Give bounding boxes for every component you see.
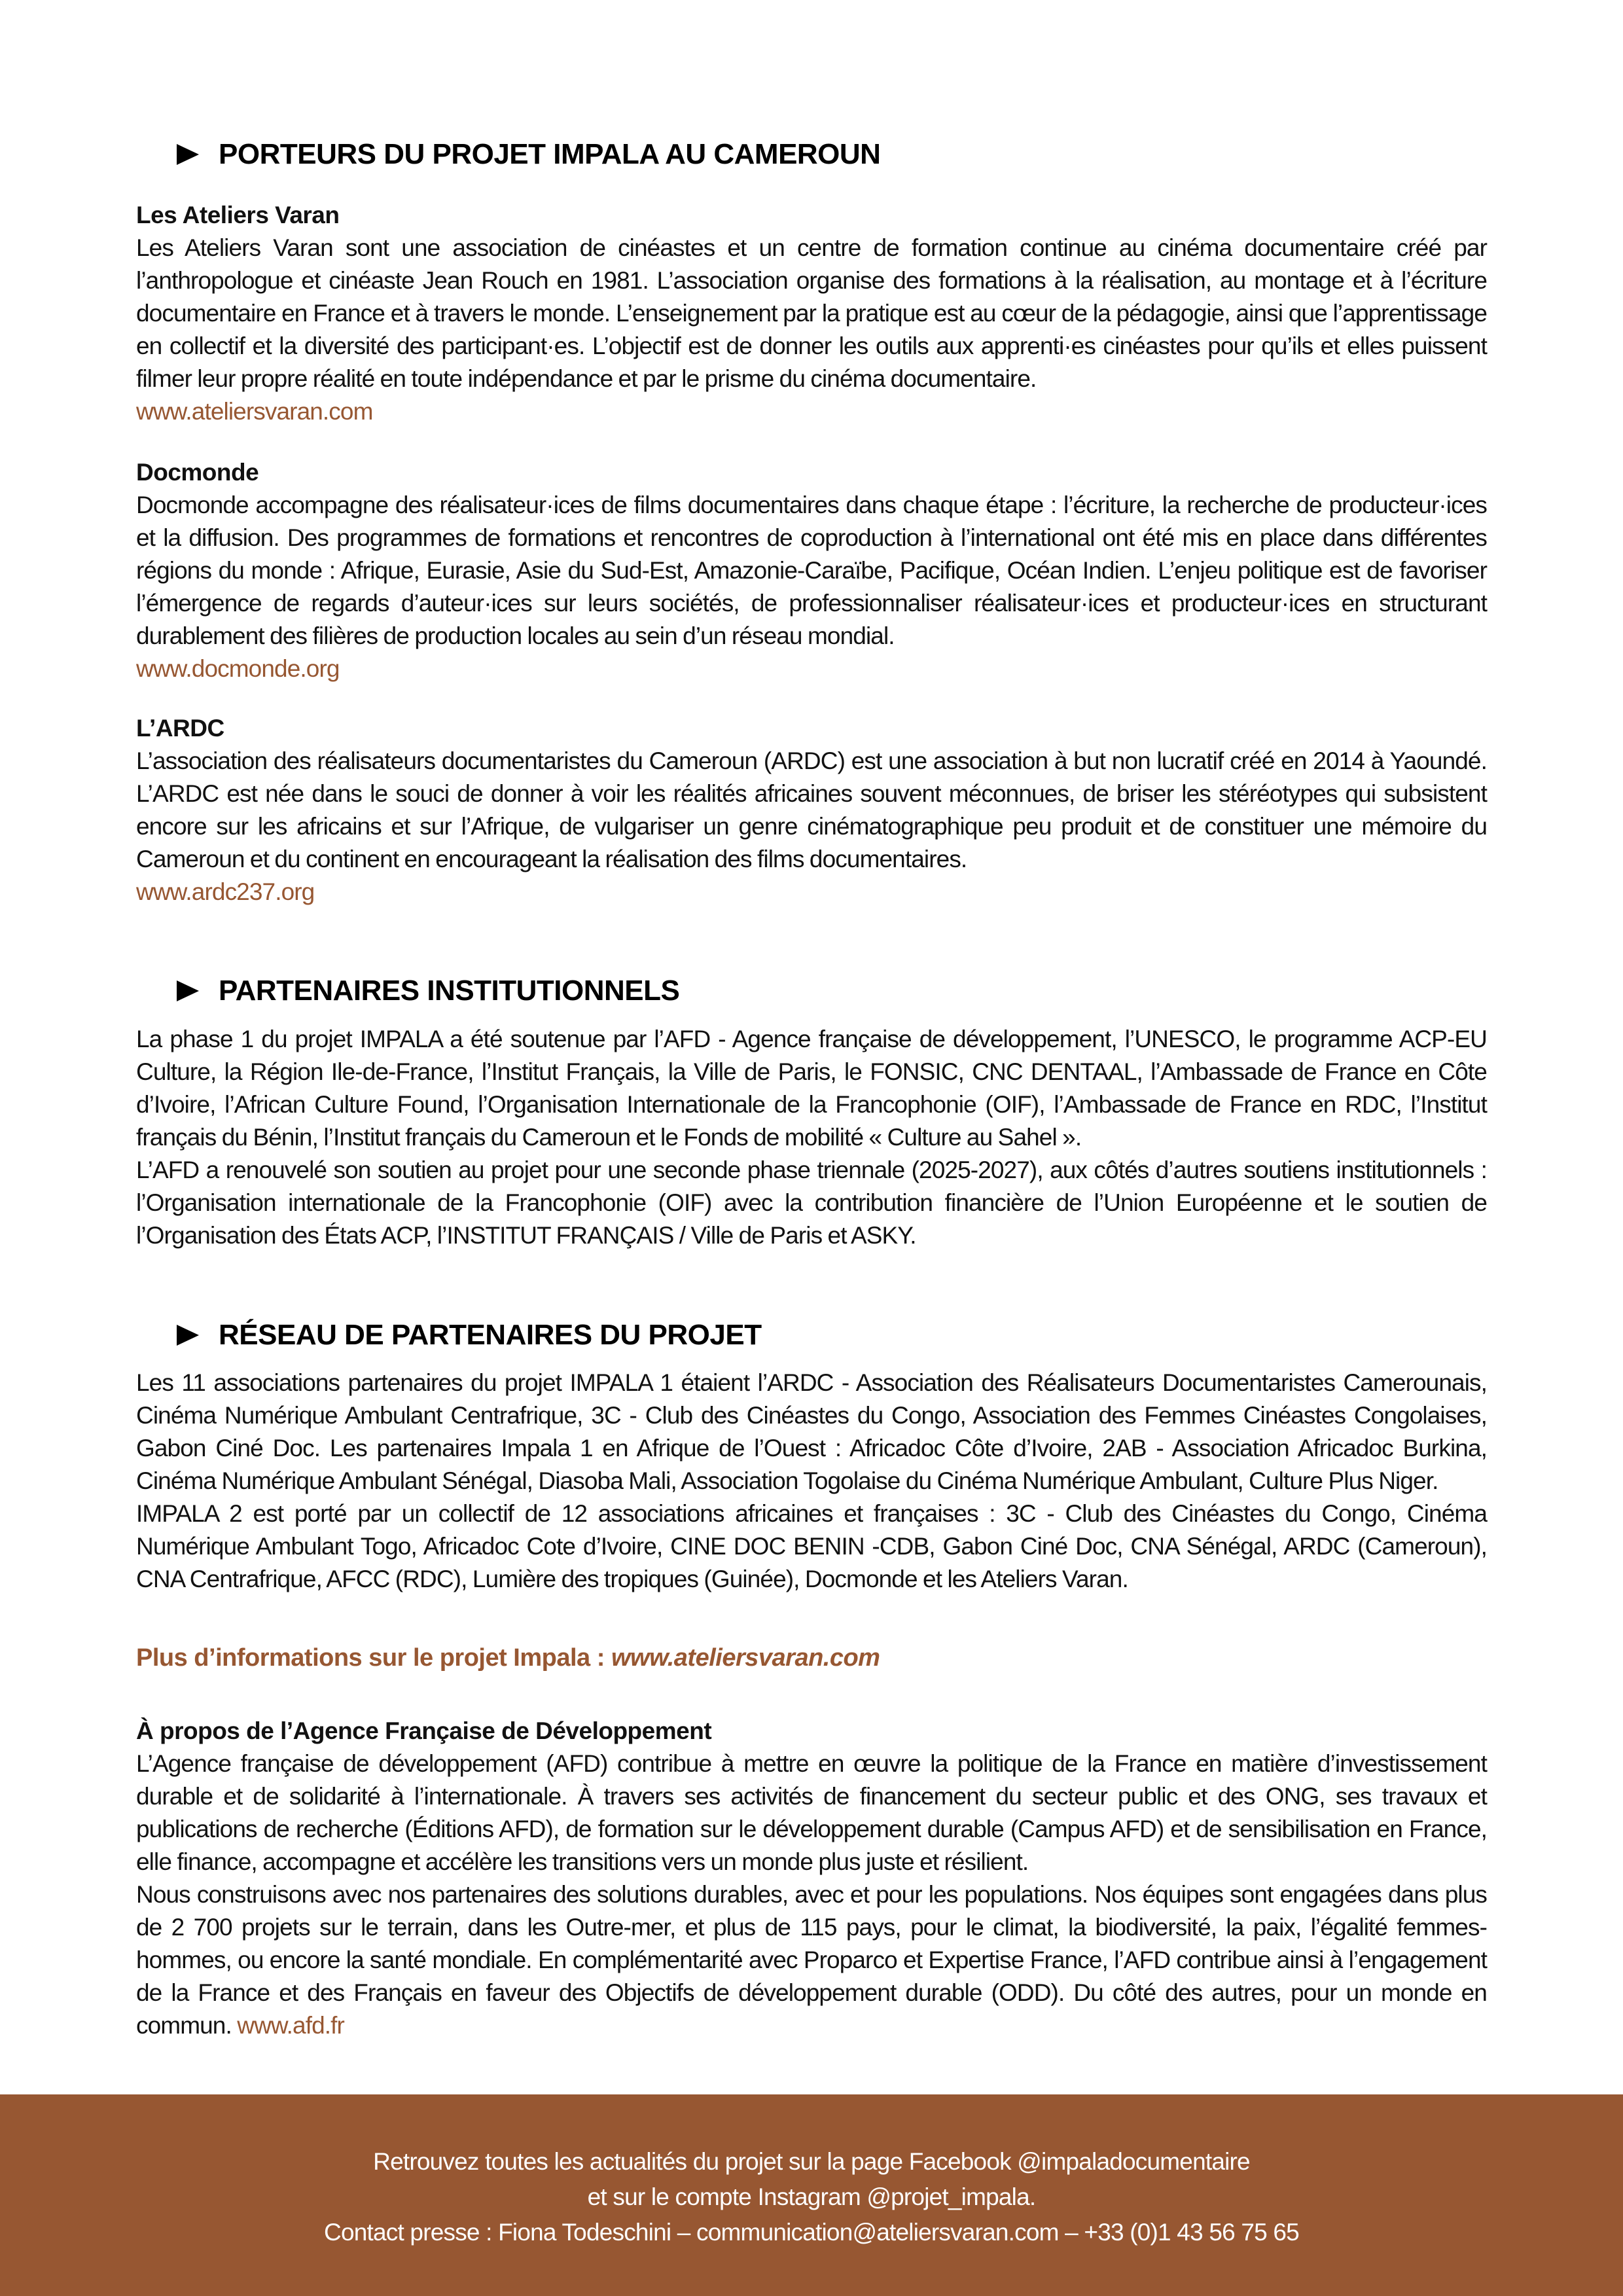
paragraph: Nous construisons avec nos partenaires des solutions durables, avec et pour les populations. Nos équipes sont engagées dans plus de 2 700 projets sur le terrain, dans les Outre-mer, et plus de 115 pays, pour le climat, la biodiversité, la paix, l’égalité femmes-hommes, ou encore la santé mondiale. En complémentarité avec Proparco et Expertise France, l’AFD contribue ainsi à l’engagement de la France et des Français en faveur des Objectifs de développement durable (ODD). Du côté des autres, pour un monde en commun. www.afd.fr bbox=[136, 1881, 1487, 2039]
more-info-link[interactable]: www.ateliersvaran.com bbox=[611, 1644, 880, 1672]
ardc-link[interactable]: www.ardc237.org bbox=[136, 878, 315, 905]
afd-text bbox=[136, 1748, 1487, 2042]
institutionnels-text bbox=[136, 1023, 1487, 1252]
afd-about bbox=[136, 1715, 1487, 2042]
afd-link[interactable]: www.afd.fr bbox=[237, 2012, 344, 2039]
section-heading-text: PORTEURS DU PROJET IMPALA AU CAMEROUN bbox=[219, 138, 881, 170]
footer-press-contact: Contact presse : Fiona Todeschini – communication@ateliersvaran.com – +33 (0)1 43 56 75 65 bbox=[324, 2219, 1299, 2246]
org-ateliers-varan bbox=[136, 199, 1487, 428]
section-heading-porteurs bbox=[177, 136, 880, 173]
section-heading-text: RÉSEAU DE PARTENAIRES DU PROJET bbox=[219, 1319, 762, 1351]
paragraph: Les 11 associations partenaires du projet IMPALA 1 étaient l’ARDC - Association des Réalisateurs Documentaristes Camerounais, Cinéma Numérique Ambulant Centrafrique, 3C - Club des Cinéastes du Congo, Association des Femmes Cinéastes Congolaises, Gabon Ciné Doc. Les partenaires Impala 1 en Afrique de l’Ouest : Africadoc Côte d’Ivoire, 2AB - Association Africadoc Burkina, Cinéma Numérique Ambulant Sénégal, Diasoba Mali, Association Togolaise du Cinéma Numérique Ambulant, Culture Plus Niger. bbox=[136, 1369, 1487, 1494]
ateliers-varan-link[interactable]: www.ateliersvaran.com bbox=[136, 398, 373, 425]
paragraph: L’AFD a renouvelé son soutien au projet pour une seconde phase triennale (2025-2027), aux côtés d’autres soutiens institutionnels : l’Organisation internationale de la Francophonie (OIF) avec la contribution financière de l’Union Européenne et le soutien de l’Organisation des États ACP, l’INSTITUT FRANÇAIS / Ville de Paris et ASKY. bbox=[136, 1157, 1487, 1249]
org-description: Les Ateliers Varan sont une association de cinéastes et un centre de formation continue au cinéma documentaire créé par l’anthropologue et cinéaste Jean Rouch en 1981. L’association organise des formations à la réalisation, au montage et à l’écriture documentaire en France et à travers le monde. L’enseignement par la pratique est au cœur de la pédagogie, ainsi que l’apprentissage en collectif et la diversité des participant·es. L’objectif est de donner les outils aux apprenti·es cinéastes pour qu’ils et elles puissent filmer leur propre réalité en toute indépendance et par le prisme du cinéma documentaire. bbox=[136, 234, 1487, 392]
section-heading-text: PARTENAIRES INSTITUTIONNELS bbox=[219, 975, 680, 1007]
triangle-right-icon bbox=[177, 980, 199, 1001]
org-docmonde bbox=[136, 456, 1487, 685]
footer-contact-band bbox=[0, 2094, 1623, 2296]
org-title: Les Ateliers Varan bbox=[136, 202, 340, 228]
org-description: L’association des réalisateurs documentaristes du Cameroun (ARDC) est une association à but non lucratif créé en 2014 à Yaoundé. L’ARDC est née dans le souci de donner à voir les réalités africaines souvent méconnues, de briser les stéréotypes qui subsistent encore sur les africains et sur l’Afrique, de vulgariser un genre cinématographique peu produit et de constituer une mémoire du Cameroun et du continent en encourageant la réalisation des films documentaires. bbox=[136, 747, 1487, 872]
more-info-line bbox=[136, 1641, 1487, 1674]
reseau-text bbox=[136, 1367, 1487, 1596]
section-heading-institutionnels bbox=[177, 973, 679, 1009]
section-heading-reseau bbox=[177, 1317, 762, 1354]
footer-instagram-line: et sur le compte Instagram @projet_impala. bbox=[587, 2183, 1036, 2210]
docmonde-link[interactable]: www.docmonde.org bbox=[136, 655, 340, 682]
footer-social-line: Retrouvez toutes les actualités du projet sur la page Facebook @impaladocumentaire bbox=[373, 2148, 1250, 2175]
org-description: Docmonde accompagne des réalisateur·ices de films documentaires dans chaque étape : l’écriture, la recherche de producteur·ices et la diffusion. Des programmes de formations et rencontres de coproduction à l’international ont été mis en place dans différentes régions du monde : Afrique, Eurasie, Asie du Sud-Est, Amazonie-Caraïbe, Pacifique, Océan Indien. L’enjeu politique est de favoriser l’émergence de regards d’auteur·ices sur leurs sociétés, de professionnaliser réalisateur·ices et producteur·ices en structurant durablement des filières de production locales au sein d’un réseau mondial. bbox=[136, 492, 1487, 649]
paragraph: La phase 1 du projet IMPALA a été soutenue par l’AFD - Agence française de développement, l’UNESCO, le programme ACP-EU Culture, la Région Ile-de-France, l’Institut Français, la Ville de Paris, le FONSIC, CNC DENTAAL, l’Ambassade de France en Côte d’Ivoire, l’African Culture Found, l’Organisation Internationale de la Francophonie (OIF), l’Ambassade de France en RDC, l’Institut français du Bénin, l’Institut français du Cameroun et le Fonds de mobilité « Culture au Sahel ». bbox=[136, 1026, 1487, 1151]
org-ardc bbox=[136, 712, 1487, 908]
paragraph: L’Agence française de développement (AFD) contribue à mettre en œuvre la politique de la France en matière d’investissement durable et de solidarité à l’internationale. À travers ses activités de financement du secteur public et des ONG, ses travaux et publications de recherche (Éditions AFD), de formation sur le développement durable (Campus AFD) et de sensibilisation en France, elle finance, accompagne et accélère les transitions vers un monde plus juste et résilient. bbox=[136, 1750, 1487, 1875]
more-info-label: Plus d’informations sur le projet Impala : bbox=[136, 1644, 611, 1672]
org-title: Docmonde bbox=[136, 459, 259, 486]
triangle-right-icon bbox=[177, 1325, 199, 1346]
org-title: L’ARDC bbox=[136, 715, 224, 742]
paragraph: IMPALA 2 est porté par un collectif de 12 associations africaines et françaises : 3C - Club des Cinéastes du Congo, Cinéma Numérique Ambulant Togo, Africadoc Cote d’Ivoire, CINE DOC BENIN -CDB, Gabon Ciné Doc, CNA Sénégal, ARDC (Cameroun), CNA Centrafrique, AFCC (RDC), Lumière des tropiques (Guinée), Docmonde et les Ateliers Varan. bbox=[136, 1500, 1487, 1592]
triangle-right-icon bbox=[177, 144, 199, 165]
afd-title: À propos de l’Agence Française de Développement bbox=[136, 1717, 712, 1744]
